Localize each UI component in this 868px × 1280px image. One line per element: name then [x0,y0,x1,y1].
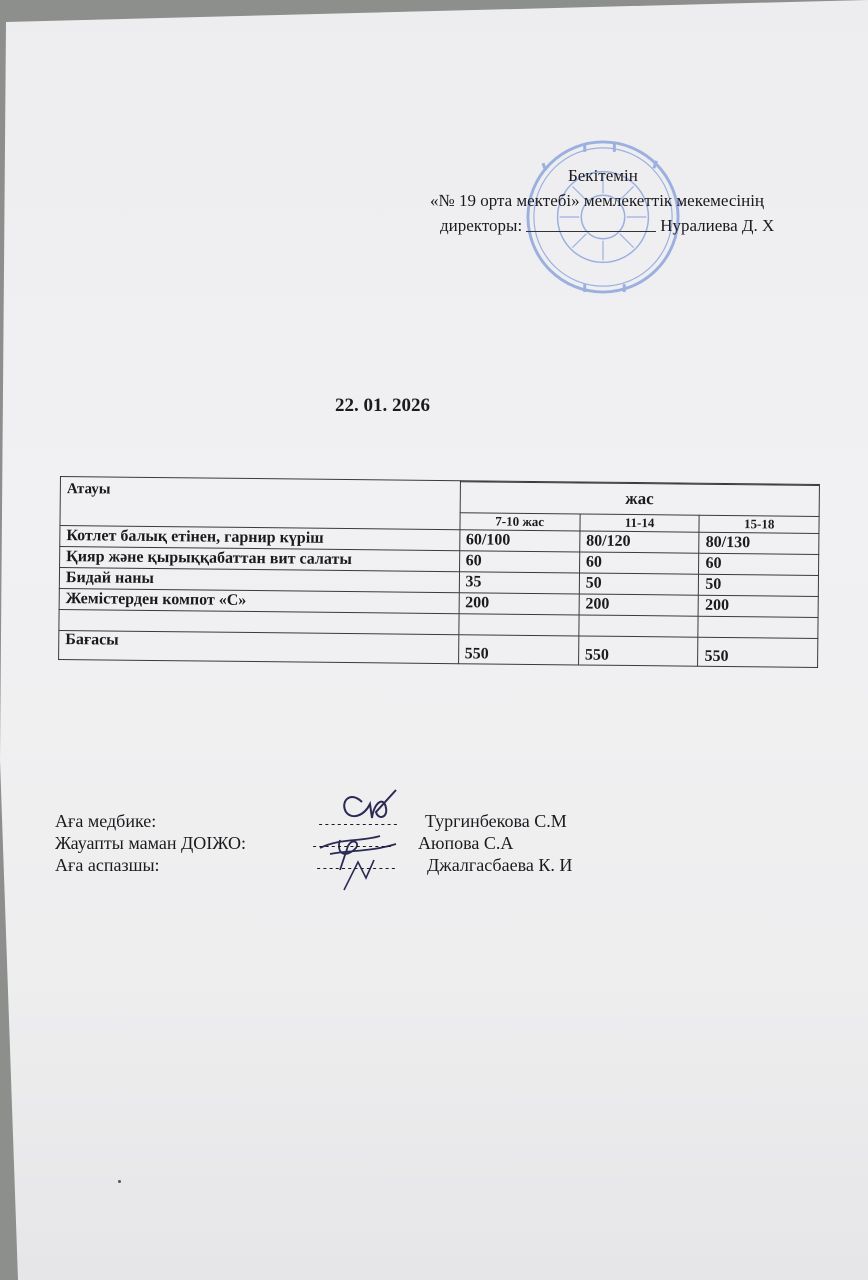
portion-value [579,615,699,637]
portion-value: 60 [699,553,819,575]
staff-dashes: ------------- [311,839,392,853]
dish-name: Котлет балық етінен, гарнир күріш [60,526,460,551]
price-label: Бағасы [59,630,459,663]
staff-name: Аюпова С.А [418,833,514,853]
age-group-7-10: 7-10 жас [459,513,579,531]
dish-name: Жемістерден компот «С» [59,588,459,613]
price-value: 550 [458,635,579,665]
portion-value: 50 [699,574,819,596]
director-name: Нуралиева Д. Х [660,216,775,235]
staff-dashes: ------------- [317,817,398,831]
menu-date: 22. 01. 2026 [335,395,430,416]
approval-organization: «№ 19 орта мектебі» мемлекеттік мекемесінің [430,191,765,210]
name-column-header: Атауы [60,477,460,530]
portion-value: 200 [459,593,579,615]
staff-name: Джалгасбаева К. И [427,855,573,875]
price-value: 550 [578,636,698,666]
staff-role: Жауапты маман ДОІЖО: [55,833,246,853]
portion-value: 80/120 [580,531,700,553]
age-group-header: жас [460,482,820,517]
portion-value: 60 [579,552,699,574]
portion-value [698,616,818,638]
paper-speck [118,1180,121,1183]
staff-row [55,832,695,854]
portion-value: 35 [459,572,579,594]
staff-row [55,854,695,876]
portion-value: 200 [579,594,699,616]
portion-value: 50 [579,573,699,595]
portion-value: 80/130 [699,532,819,554]
age-group-15-18: 15-18 [699,515,819,533]
menu-table [58,476,820,668]
portion-value: 60/100 [459,530,579,552]
signature-line [526,231,656,232]
portion-value [458,614,578,636]
approval-title: Бекітемін [568,166,638,185]
approval-position: директоры: [440,216,523,235]
staff-name: Тургинбекова С.М [425,811,567,831]
approval-block [420,163,860,238]
dish-name: Бидай наны [59,568,459,593]
staff-role: Аға аспазшы: [55,855,160,875]
staff-dashes: ------------- [315,861,396,875]
staff-row [55,810,695,832]
staff-role: Аға медбике: [55,811,157,831]
portion-value: 200 [698,595,818,617]
age-group-11-14: 11-14 [580,514,700,532]
staff-signatures [55,810,695,876]
price-value: 550 [698,637,818,667]
dish-name: Қияр және қырыққабаттан вит салаты [60,547,460,572]
portion-value: 60 [459,551,579,573]
